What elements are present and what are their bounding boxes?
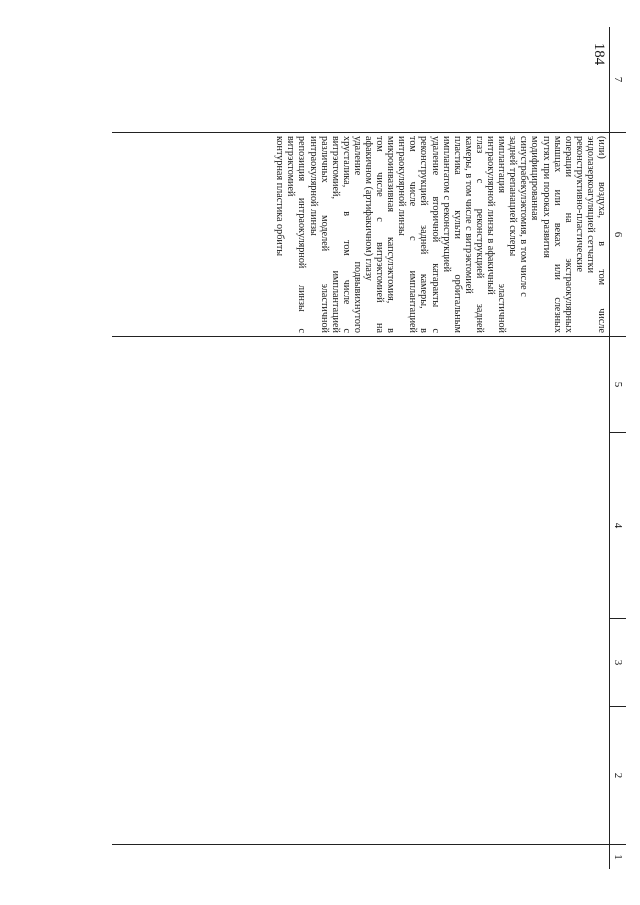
cell-text-line: интраокулярной линзы: [396, 136, 408, 236]
cell-text-line: удаление подвывихнутого: [351, 136, 363, 333]
cell-text-line: витрэктомией, имплантацией: [329, 136, 341, 333]
cell-text-line: путях при пороках развития: [540, 136, 552, 258]
column-divider: [112, 336, 626, 337]
cell-text-line: синустрабекулэктомия, в том числе с: [518, 136, 530, 297]
column-divider: [610, 706, 626, 707]
cell-text-line: глаз с реконструкцией задней: [473, 136, 485, 333]
column-number-1: 1: [612, 854, 624, 860]
rotated-table: [112, 27, 626, 869]
cell-text-line: афакичном (артифакичном) глазу: [363, 136, 375, 281]
cell-text-line: контурная пластика орбиты: [274, 136, 286, 257]
column-divider: [610, 618, 626, 619]
column-divider: [112, 132, 626, 133]
cell-text-line: пластика культи орбитальным: [451, 136, 463, 333]
cell-text-line: имплантация эластичной: [496, 136, 508, 333]
cell-text-line: (или) воздуха, в том числе: [596, 136, 607, 333]
cell-text-line: том числе с витрэктомией на: [374, 136, 386, 333]
column-number-2: 2: [612, 772, 624, 779]
cell-text-line: имплантатом с реконструкцией: [440, 136, 452, 273]
column-number-3: 3: [612, 659, 624, 666]
cell-text-line: реконструктивно-пластические: [573, 136, 585, 273]
cell-text-line: витрэктомией: [285, 136, 297, 197]
cell-text-line: реконструкцией задней камеры, в: [418, 136, 430, 333]
cell-text-line: хрусталика, в том числе с: [340, 136, 352, 333]
column-number-7: 7: [612, 76, 624, 83]
cell-text-line: интраокулярной линзы: [307, 136, 319, 236]
procedure-list-cell: [274, 136, 607, 333]
cell-text-line: различных моделей эластичной: [318, 136, 330, 333]
cell-text-line: удаление вторичной катаракты с: [429, 136, 441, 333]
cell-text-line: интраокулярной линзы в афакичный: [485, 136, 497, 295]
column-number-6: 6: [612, 231, 624, 238]
cell-text-line: операции на экстраокулярных: [562, 136, 574, 333]
cell-text-line: задней трепанацией склеры: [507, 136, 519, 257]
column-divider: [610, 432, 626, 433]
column-number-5: 5: [612, 381, 624, 388]
cell-text-line: камеры, в том числе с витрэктомией: [462, 136, 474, 294]
cell-text-line: репозиция интраокулярной линзы с: [296, 136, 308, 333]
page-number: 184: [591, 42, 607, 66]
cell-text-line: эндолазеркоагуляцией сетчатки: [584, 136, 596, 274]
column-number-4: 4: [612, 522, 624, 529]
cell-text-line: том числе с имплантацией: [407, 136, 419, 333]
cell-text-line: модифицированная: [529, 136, 541, 221]
cell-text-line: мышцах или веках или слезных: [551, 136, 563, 333]
column-number-row: [609, 27, 626, 869]
cell-text-line: микроинвазивная капсулэктомия, в: [385, 136, 397, 333]
column-divider: [112, 844, 626, 845]
